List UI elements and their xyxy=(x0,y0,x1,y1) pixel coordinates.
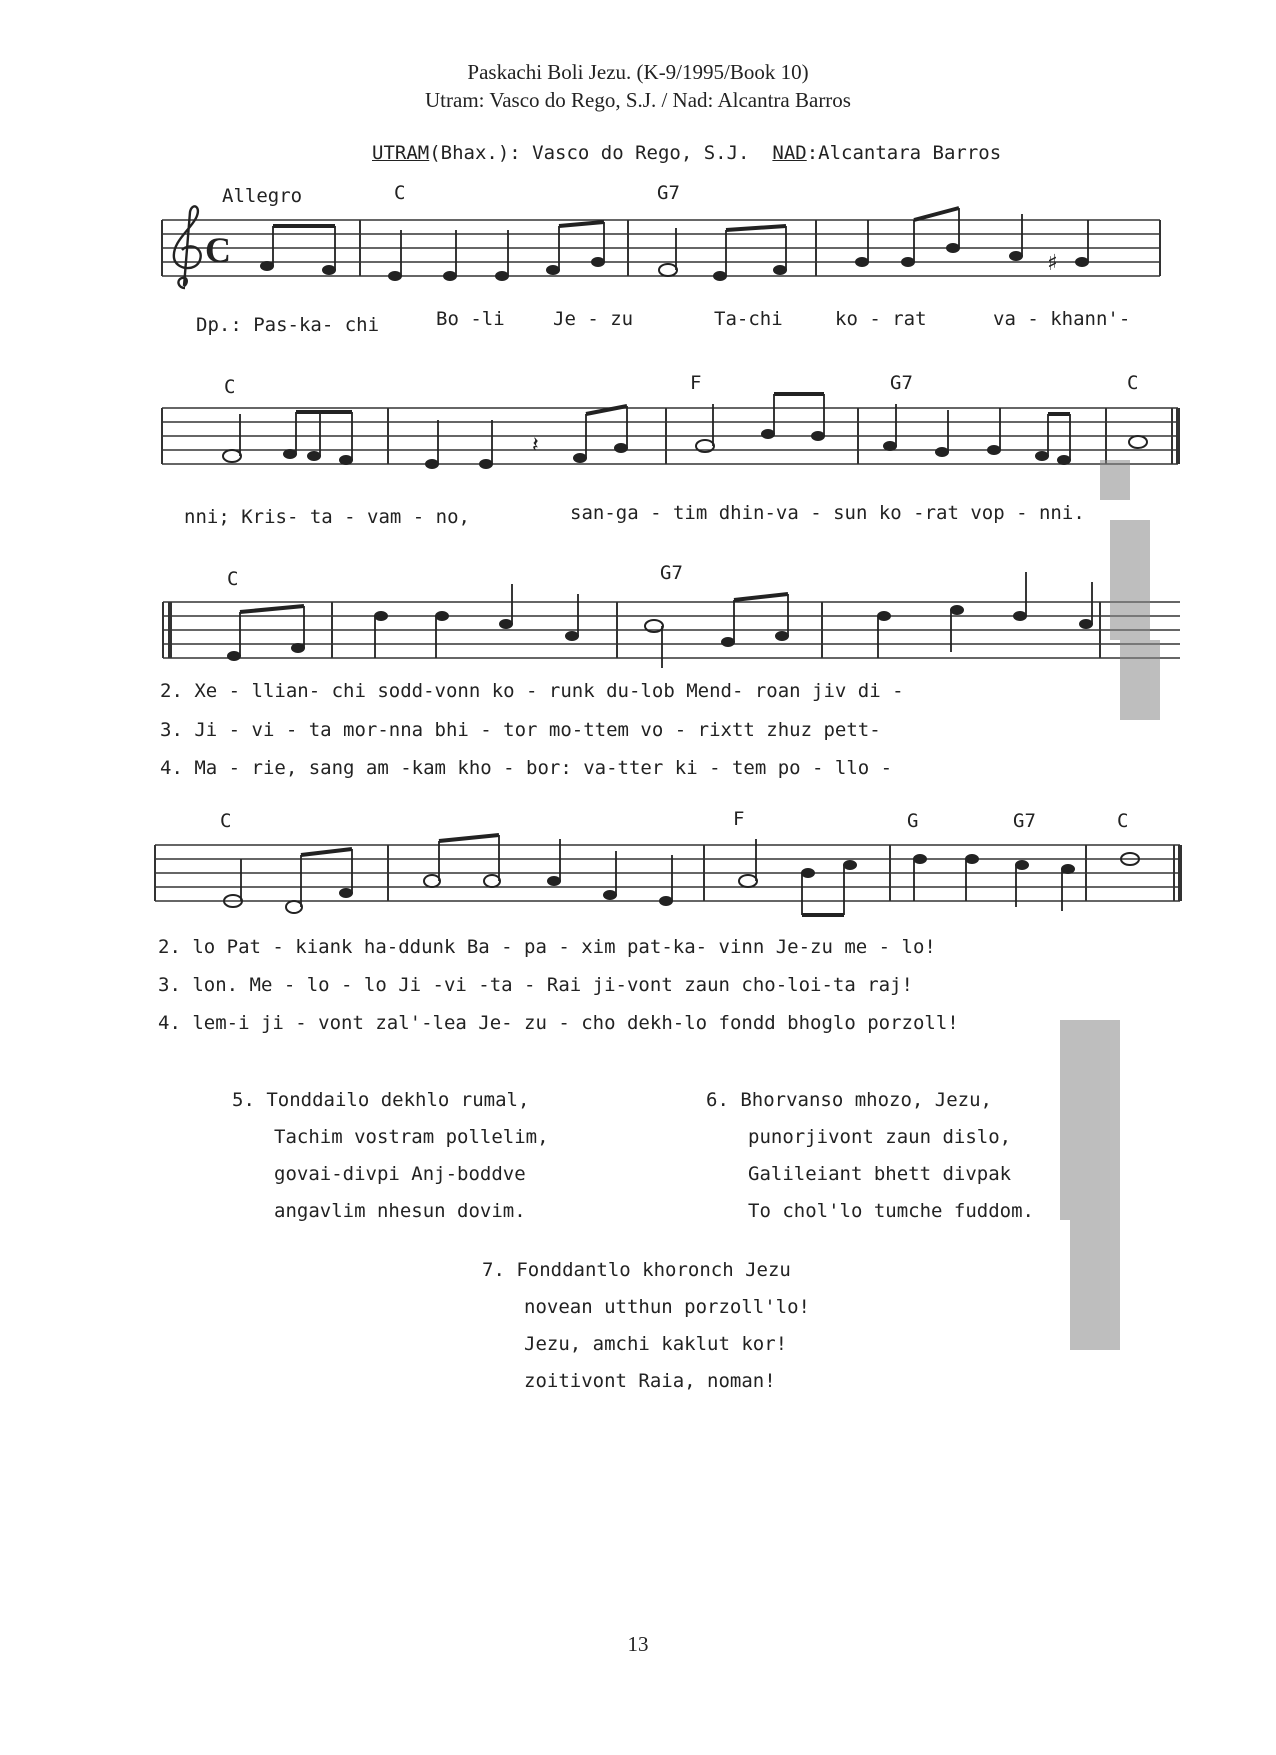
rest-icon: 𝄽 xyxy=(532,433,539,458)
verse-line-4b: 4. lem-i ji - vont zal'-lea Je- zu - cho dekh-lo fondd bhoglo porzoll! xyxy=(158,1012,959,1034)
common-time-icon: C xyxy=(205,230,231,270)
chord-label: G7 xyxy=(657,182,680,204)
verse-line-4a: 4. Ma - rie, sang am -kam kho - bor: va-tter ki - tem po - llo - xyxy=(160,757,893,779)
stanza-5 xyxy=(232,1082,549,1230)
stanza-line: Tachim vostram pollelim, xyxy=(274,1126,549,1148)
chord-label: G xyxy=(907,810,919,832)
stanza-line: 6. Bhorvanso mhozo, Jezu, xyxy=(706,1089,992,1111)
verse-line-2b: 2. lo Pat - kiank ha-ddunk Ba - pa - xim pat-ka- vinn Je-zu me - lo! xyxy=(158,936,936,958)
notes xyxy=(224,835,1139,915)
utram-label: UTRAM xyxy=(372,142,430,164)
chord-label: C xyxy=(227,568,239,590)
notes xyxy=(227,572,1093,668)
chord-label: C xyxy=(1117,810,1129,832)
music-staff-1 xyxy=(0,200,1276,320)
verse-line-2a: 2. Xe - llian- chi sodd-vonn ko - runk du-lob Mend- roan jiv di - xyxy=(160,680,904,702)
scan-noise xyxy=(1040,460,1170,1360)
chord-label: C xyxy=(220,810,232,832)
stanza-6 xyxy=(706,1082,1034,1230)
chord-label: G7 xyxy=(890,372,913,394)
sharp-icon: ♯ xyxy=(1047,251,1058,276)
staff-lines xyxy=(162,220,1160,276)
utram-text: (Bhax.): Vasco do Rego, S.J. xyxy=(429,142,750,164)
chord-label: C xyxy=(394,182,406,204)
stanza-line: To chol'lo tumche fuddom. xyxy=(748,1200,1034,1222)
header-credits: Utram: Vasco do Rego, S.J. / Nad: Alcantra Barros xyxy=(425,88,851,112)
verse-line-3a: 3. Ji - vi - ta mor-nna bhi - tor mo-ttem vo - rixtt zhuz pett- xyxy=(160,719,881,741)
nad-label: NAD xyxy=(772,142,807,164)
tempo-marking: Allegro xyxy=(222,185,303,207)
stanza-line: zoitivont Raia, noman! xyxy=(524,1370,776,1392)
stanza-line: Galileiant bhett divpak xyxy=(748,1163,1012,1185)
stanza-line: 5. Tonddailo dekhlo rumal, xyxy=(232,1089,530,1111)
lyric-line: san-ga - tim dhin-va - sun ko -rat vop - nni. xyxy=(570,502,1085,524)
chord-label: G7 xyxy=(660,562,683,584)
chord-label: F xyxy=(733,808,745,830)
chord-label: F xyxy=(690,372,702,394)
notes xyxy=(260,208,1089,281)
chord-label: C xyxy=(224,376,236,398)
stanza-line: 7. Fonddantlo khoronch Jezu xyxy=(482,1259,791,1281)
lyric-syllable: Ta-chi xyxy=(714,308,783,330)
page-number: 13 xyxy=(627,1632,649,1656)
chord-label: C xyxy=(1127,372,1139,394)
stanza-line: angavlim nhesun dovim. xyxy=(274,1200,526,1222)
lyric-line: nni; Kris- ta - vam - no, xyxy=(184,506,470,528)
lyric-syllable: Bo -li xyxy=(436,308,505,330)
nad-text: :Alcantara Barros xyxy=(806,142,1002,164)
lyric-syllable: ko - rat xyxy=(835,308,927,330)
credit-line xyxy=(372,142,1001,164)
lyric-syllable: va - khann'- xyxy=(993,308,1131,330)
stanza-line: govai-divpi Anj-boddve xyxy=(274,1163,526,1185)
chord-label: G7 xyxy=(1013,810,1036,832)
verse-line-3b: 3. lon. Me - lo - lo Ji -vi -ta - Rai ji-vont zaun cho-loi-ta raj! xyxy=(158,974,913,996)
stanza-7 xyxy=(482,1252,810,1400)
lyric-syllable: Je - zu xyxy=(553,308,634,330)
lyric-syllable: Dp.: Pas-ka- chi xyxy=(196,314,380,336)
stanza-line: punorjivont zaun dislo, xyxy=(748,1126,1012,1148)
stanza-line: Jezu, amchi kaklut kor! xyxy=(524,1333,788,1355)
stanza-line: novean utthun porzoll'lo! xyxy=(524,1296,810,1318)
notes xyxy=(223,394,1147,469)
header-title: Paskachi Boli Jezu. (K-9/1995/Book 10) xyxy=(467,60,809,84)
